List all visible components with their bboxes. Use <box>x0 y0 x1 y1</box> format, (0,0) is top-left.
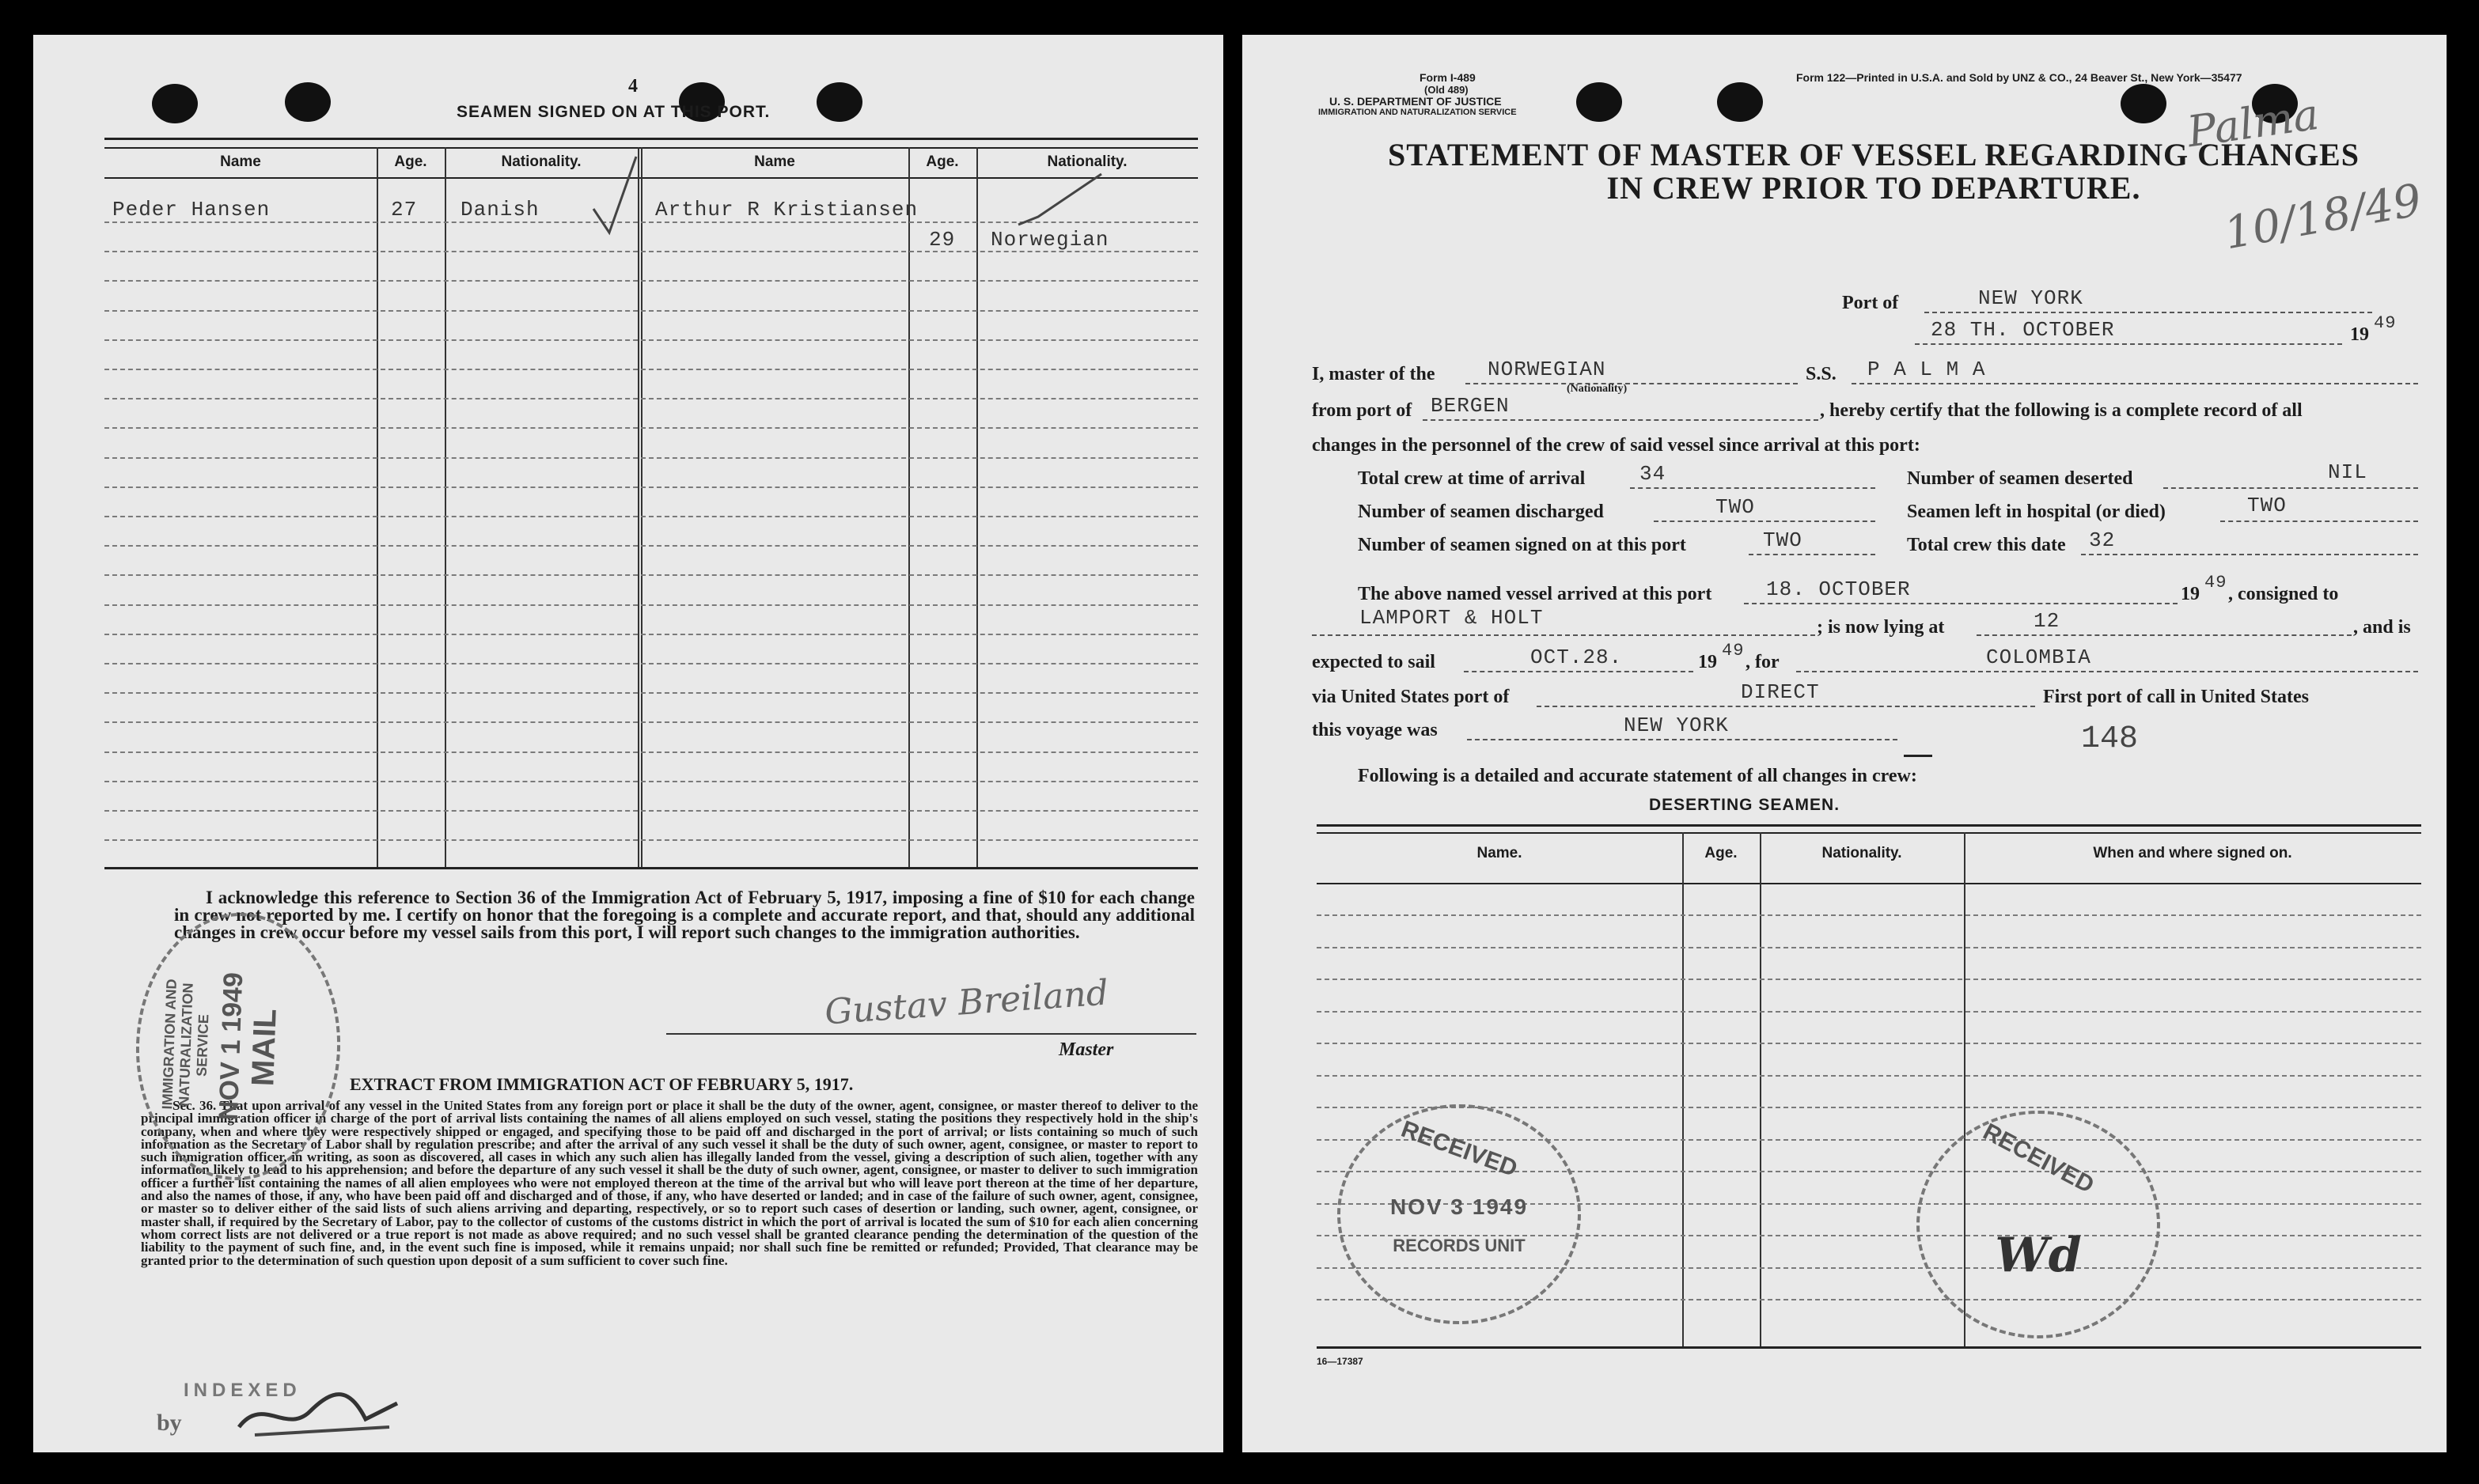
indexed-stamp: INDEXED <box>184 1380 301 1401</box>
extract-title: EXTRACT FROM IMMIGRATION ACT OF FEBRUARY 5, 1917. <box>350 1074 854 1094</box>
entry-name: Peder Hansen <box>112 198 271 221</box>
col-divider <box>908 147 910 867</box>
table-top-rule-2 <box>104 147 1198 149</box>
from-port-label: from port of <box>1312 400 1412 421</box>
deserting-col-nationality: Nationality. <box>1821 845 1902 861</box>
consignee-value: LAMPORT & HOLT <box>1359 606 1544 630</box>
total-date-label: Total crew this date <box>1907 535 2066 555</box>
sail-year: 49 <box>1722 641 1745 661</box>
row-rule <box>104 516 1198 517</box>
initials-scribble-icon <box>231 1380 405 1443</box>
fill-line <box>1852 383 2418 384</box>
deserting-top-rule-2 <box>1317 832 2421 834</box>
table-top-rule <box>104 138 1198 140</box>
fill-line <box>1630 487 1875 489</box>
row-rule <box>104 369 1198 370</box>
left-page <box>33 35 1223 1452</box>
entry-nationality: Danish <box>461 198 540 221</box>
port-of-label: Port of <box>1842 293 1899 313</box>
page-number: 4 <box>628 76 638 97</box>
fill-line <box>1467 739 1897 740</box>
master-label: Master <box>1059 1039 1114 1060</box>
received-stamp: RECEIVED Wd <box>1916 1111 2160 1338</box>
punch-hole <box>152 84 198 123</box>
row-rule <box>104 339 1198 341</box>
received-stamp: RECEIVED NOV 3 1949 RECORDS UNIT <box>1337 1104 1581 1324</box>
arrived-year: 49 <box>2204 573 2227 592</box>
arrived-label: The above named vessel arrived at this port <box>1358 584 1712 604</box>
col-header-nationality: Nationality. <box>501 153 582 170</box>
fill-line <box>1464 671 1693 672</box>
fill-line <box>1537 706 2035 707</box>
deserting-col-signed-on: When and where signed on. <box>2093 845 2292 861</box>
deserting-top-rule <box>1317 824 2421 827</box>
fill-line <box>2081 554 2418 555</box>
punch-hole <box>1576 82 1622 122</box>
row-rule <box>104 604 1198 606</box>
check-mark-icon <box>587 153 642 240</box>
arrived-year-prefix: 19 <box>2181 584 2200 604</box>
section-title: SEAMEN SIGNED ON AT THIS PORT. <box>457 103 771 121</box>
row-rule <box>104 280 1198 282</box>
col-divider <box>377 147 378 867</box>
nationality-value: NORWEGIAN <box>1488 358 1606 381</box>
row-rule <box>104 486 1198 488</box>
first-port-label: First port of call in United States <box>2043 687 2309 707</box>
voyage-label: this voyage was <box>1312 720 1438 740</box>
entry-name: Arthur R Kristiansen <box>655 198 919 221</box>
col-divider <box>976 147 978 867</box>
total-arrival-label: Total crew at time of arrival <box>1358 468 1586 489</box>
deserting-title: DESERTING SEAMEN. <box>1649 796 1840 814</box>
row-rule <box>104 692 1198 694</box>
via-value: DIRECT <box>1741 680 1820 704</box>
deserted-label: Number of seamen deserted <box>1907 468 2133 489</box>
col-divider <box>641 147 642 867</box>
row-rule <box>104 781 1198 782</box>
fill-line <box>2220 521 2418 522</box>
entry-age: 29 <box>929 228 956 252</box>
sail-year-prefix: 19 <box>1698 652 1717 672</box>
year-value: 49 <box>2374 313 2397 333</box>
fill-line <box>2163 487 2418 489</box>
col-header-name: Name <box>220 153 261 170</box>
sail-value: OCT.28. <box>1530 645 1623 669</box>
deserting-header-rule <box>1317 883 2421 884</box>
col-header-nationality-2: Nationality. <box>1047 153 1128 170</box>
hospital-label: Seamen left in hospital (or died) <box>1907 502 2166 522</box>
row-rule <box>104 663 1198 664</box>
punch-hole <box>285 82 331 122</box>
deserting-col-name: Name. <box>1476 845 1522 861</box>
service: IMMIGRATION AND NATURALIZATION SERVICE <box>1318 108 1517 117</box>
via-label: via United States port of <box>1312 687 1510 707</box>
fill-line <box>1977 634 2352 636</box>
deserting-col-age: Age. <box>1704 845 1738 861</box>
port-of-value: NEW YORK <box>1978 286 2083 310</box>
col-divider <box>1760 832 1761 1346</box>
col-divider <box>1682 832 1684 1346</box>
row-rule <box>1317 1043 2421 1044</box>
punch-hole <box>817 82 862 122</box>
master-of-label: I, master of the <box>1312 364 1435 384</box>
department: U. S. DEPARTMENT OF JUSTICE <box>1329 95 1502 108</box>
fill-line <box>1312 634 1815 636</box>
ss-label: S.S. <box>1806 364 1837 384</box>
row-rule <box>104 427 1198 429</box>
row-rule <box>1317 914 2421 916</box>
footer-code: 16—17387 <box>1317 1356 1363 1367</box>
row-rule <box>104 310 1198 312</box>
entry-nationality: Norwegian <box>991 228 1109 252</box>
document-title: STATEMENT OF MASTER OF VESSEL REGARDING CHANGES <box>1388 137 2360 172</box>
by-label: by <box>157 1410 182 1436</box>
printer-line: Form 122—Printed in U.S.A. and Sold by UNZ & CO., 24 Beaver St., New York—35477 <box>1796 71 2242 84</box>
row-rule <box>104 545 1198 547</box>
extract-text: Sec. 36. That upon arrival of any vessel in the United States from any foreign port or place it shall be the duty of the owner, agent, consignee, or master thereof to deliver to the principal immigration officer in charge of the port of arrival lists containing the names of all aliens employed on such vessel, stating the positions they respectively hold in the ship's company, when and where they were respectively shipped or engaged, and specifying those to be paid off and discharged in the port of arrival; or lists containing so much of such information as the Secretary of Labor shall by regulation prescribe; and after the arrival of any such vessel it shall be the duty of such owner, agent, consignee, or master to report to such immigration officer, in writing, as soon as discovered, all cases in which any such alien has illegally landed from the vessel, giving a description of such alien, together with any information likely to lead to his apprehension; and before the departure of any such vessel it shall be the duty of such owner, agent, consignee, or master to deliver to such immigration officer a further list containing the names of all alien employees who were not employed thereon at the time of the arrival but who will leave port thereon at the time of her departure, and also the names of those, if any, who have been paid off and discharged and of those, if any, who have deserted or landed; and in case of the failure of such owner, agent, consignee, or master so to deliver either of the said lists of such aliens arriving and departing, respectively, or so to report such cases of desertion or landing, such owner, agent, consignee, or master shall, if required by the Secretary of Labor, pay to the collector of customs of the customs district in which the port of arrival is located the sum of $10 for each alien concerning whom correct lists are not delivered or a true report is not made as above required; and no such vessel shall be granted clearance pending the determination of the question of the liability to the payment of such fine, and, in the event such fine is imposed, while it remains unpaid; nor shall such fine be remitted or refunded; Provided, That clearance may be granted prior to the determination of such question upon deposit of a sum sufficient to cover such fine. <box>141 1098 1198 1268</box>
form-old-id: (Old 489) <box>1424 84 1469 96</box>
entry-age: 27 <box>391 198 418 221</box>
fill-line <box>1654 521 1875 522</box>
row-rule <box>104 721 1198 723</box>
col-header-age-2: Age. <box>926 153 959 170</box>
row-rule <box>104 751 1198 753</box>
row-rule <box>1317 1011 2421 1013</box>
destination-value: COLOMBIA <box>1986 645 2091 669</box>
following-text: Following is a detailed and accurate statement of all changes in crew: <box>1358 766 1917 786</box>
lying-label: ; is now lying at <box>1817 617 1945 638</box>
signature-line <box>666 1033 1196 1035</box>
fill-line <box>1796 671 2418 672</box>
deserted-value: NIL <box>2328 460 2367 484</box>
annotation-ship-name: Palma <box>2184 89 2322 157</box>
fill-line <box>1423 419 1818 421</box>
mail-stamp: IMMIGRATION AND NATURALIZATION SERVICE NOV 1 1949 MAIL <box>131 910 345 1184</box>
lying-value: 12 <box>2034 609 2060 633</box>
consigned-label: , consigned to <box>2228 584 2339 604</box>
col-header-age: Age. <box>394 153 427 170</box>
for-label: , for <box>1746 652 1780 672</box>
ship-name: P A L M A <box>1867 358 1986 381</box>
form-id: Form I-489 <box>1420 71 1476 84</box>
discharged-label: Number of seamen discharged <box>1358 502 1604 522</box>
fill-line <box>1749 554 1875 555</box>
hospital-value: TWO <box>2247 494 2287 517</box>
number-stamp: 148 <box>2081 721 2139 757</box>
row-rule <box>1317 979 2421 980</box>
col-divider <box>445 147 446 867</box>
row-rule <box>104 810 1198 812</box>
from-port-value: BERGEN <box>1431 394 1510 418</box>
and-is-label: , and is <box>2353 617 2411 638</box>
annotation-date: 10/18/49 <box>2220 174 2426 260</box>
nationality-caption: (Nationality) <box>1567 383 1628 395</box>
arrived-value: 18. OCTOBER <box>1766 577 1911 601</box>
date-value: 28 TH. OCTOBER <box>1931 318 2115 342</box>
voyage-value: NEW YORK <box>1624 714 1729 737</box>
right-page <box>1242 35 2447 1452</box>
row-rule <box>1317 1075 2421 1077</box>
fill-line <box>1465 383 1798 384</box>
table-bottom-rule <box>104 867 1198 869</box>
row-rule <box>1317 947 2421 948</box>
row-rule <box>104 457 1198 459</box>
changes-text: changes in the personnel of the crew of said vessel since arrival at this port: <box>1312 435 1920 456</box>
total-arrival-value: 34 <box>1639 462 1666 486</box>
sail-label: expected to sail <box>1312 652 1435 672</box>
punch-hole <box>1717 82 1763 122</box>
signed-on-label: Number of seamen signed on at this port <box>1358 535 1686 555</box>
discharged-value: TWO <box>1715 495 1755 519</box>
col-header-name-2: Name <box>754 153 795 170</box>
certify-text: , hereby certify that the following is a complete record of all <box>1820 400 2303 421</box>
row-rule <box>104 398 1198 399</box>
acknowledgement-text: I acknowledge this reference to Section 36 of the Immigration Act of February 5, 1917, imposing a fine of $10 for each change in crew not reported by me. I certify on honor that the foregoing is a complete and accurate report, and that, should any additional changes in crew occur before my vessel sails from this port, I will report such changes to the immigration authorities. <box>174 888 1195 942</box>
year-prefix: 19 <box>2350 324 2369 345</box>
signed-on-value: TWO <box>1763 528 1802 552</box>
row-rule <box>104 634 1198 635</box>
fill-line <box>1744 603 2178 604</box>
document-subtitle: IN CREW PRIOR TO DEPARTURE. <box>1606 170 2141 206</box>
row-rule <box>104 574 1198 576</box>
fill-line <box>1924 312 2372 313</box>
col-divider <box>638 147 639 867</box>
row-rule <box>104 839 1198 841</box>
total-date-value: 32 <box>2089 528 2116 552</box>
master-signature: Gustav Breiland <box>823 972 1110 1033</box>
fill-line <box>1915 343 2342 345</box>
short-rule <box>1904 755 1932 757</box>
punch-hole <box>2121 84 2166 123</box>
deserting-bottom-rule <box>1317 1346 2421 1349</box>
check-mark-icon <box>1014 169 1109 240</box>
